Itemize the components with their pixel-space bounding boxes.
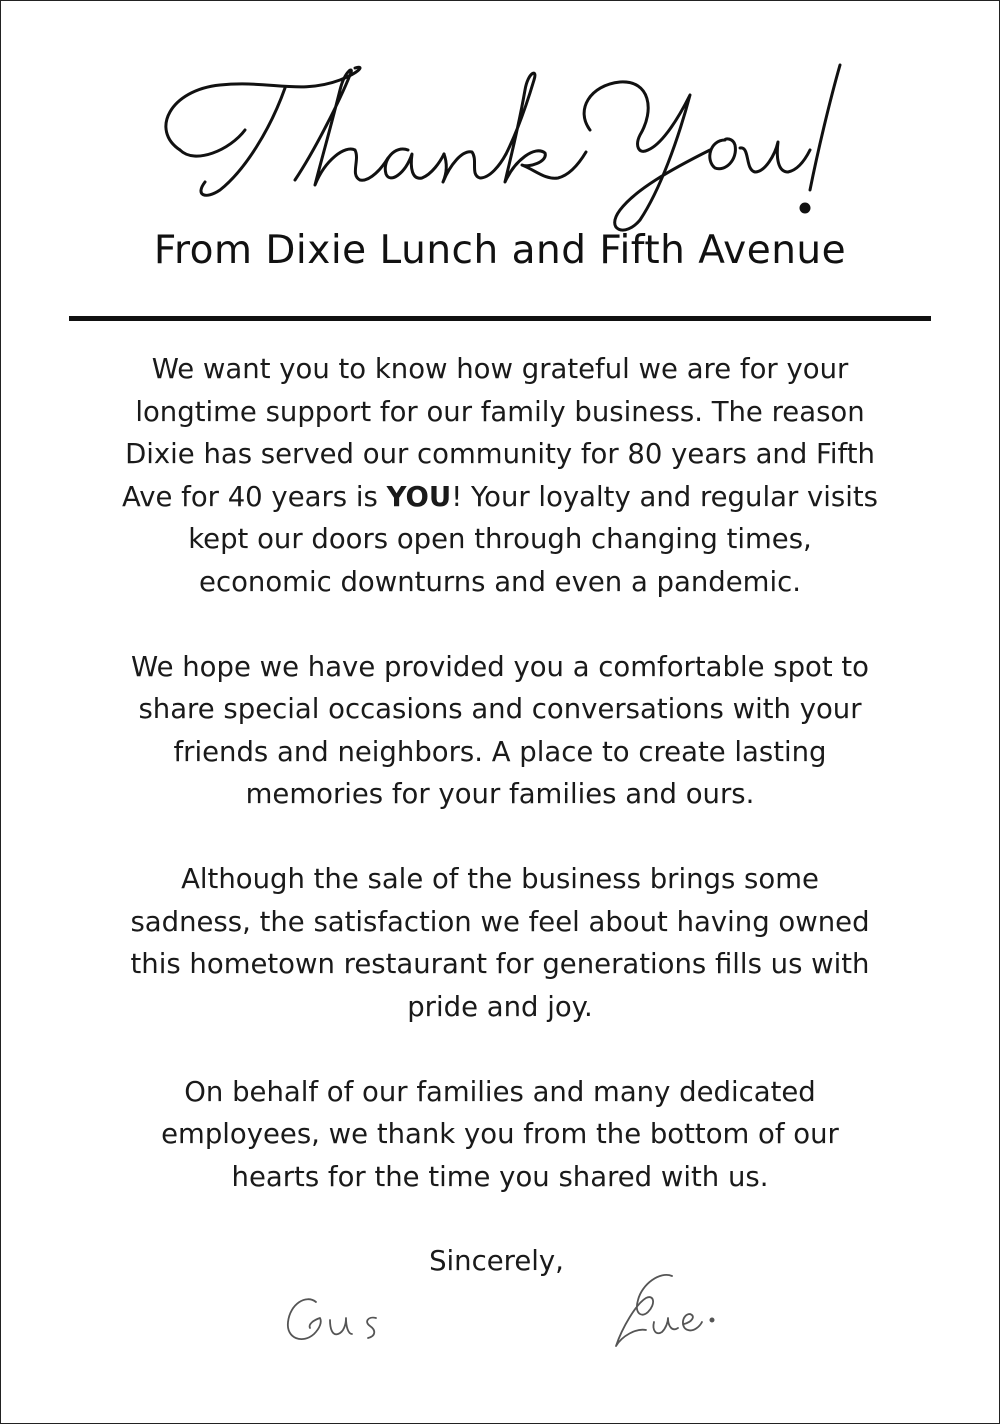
horizontal-divider [69, 316, 931, 321]
paragraph-comfortable-spot [80, 646, 920, 816]
paragraph-sale [80, 858, 920, 1028]
letter-body [80, 348, 920, 1241]
body-line: kept our doors open through changing times, [188, 523, 812, 555]
letter-subtitle: From Dixie Lunch and Fifth Avenue [153, 228, 847, 273]
body-line: Although the sale of the business brings some [181, 863, 819, 895]
signature-gus [278, 1284, 398, 1354]
emphasis-you: YOU [386, 480, 452, 513]
body-line: pride and joy. [407, 990, 593, 1023]
signature-sue [600, 1266, 720, 1361]
closing-salutation: Sincerely, [429, 1245, 564, 1277]
body-line: share special occasions and conversations with your [138, 693, 862, 725]
body-line: memories for your families and ours. [245, 778, 755, 810]
body-line: Dixie has served our community for 80 years and Fifth [125, 438, 875, 470]
emphasis-after: ! Your loyalty and regular visits [451, 480, 878, 513]
body-line: employees, we thank you from the bottom of our [161, 1118, 839, 1150]
paragraph-thanks [80, 1071, 920, 1199]
body-line: longtime support for our family business. The reason [135, 395, 865, 428]
body-line: On behalf of our families and many dedicated [184, 1075, 816, 1108]
body-line: friends and neighbors. A place to create lasting [173, 735, 827, 768]
body-line: We want you to know how grateful we are for your [151, 353, 849, 385]
body-line-emphasis [80, 476, 920, 519]
body-line: hearts for the time you shared with us. [231, 1160, 769, 1193]
thank-you-script-title [150, 50, 850, 240]
paragraph-gratitude [80, 348, 920, 603]
body-line: sadness, the satisfaction we feel about having owned [130, 905, 870, 938]
body-line: this hometown restaurant for generations fills us with [130, 948, 870, 980]
body-line: We hope we have provided you a comfortable spot to [131, 650, 869, 683]
body-line: economic downturns and even a pandemic. [199, 565, 801, 598]
emphasis-before: Ave for 40 years is [122, 480, 387, 513]
